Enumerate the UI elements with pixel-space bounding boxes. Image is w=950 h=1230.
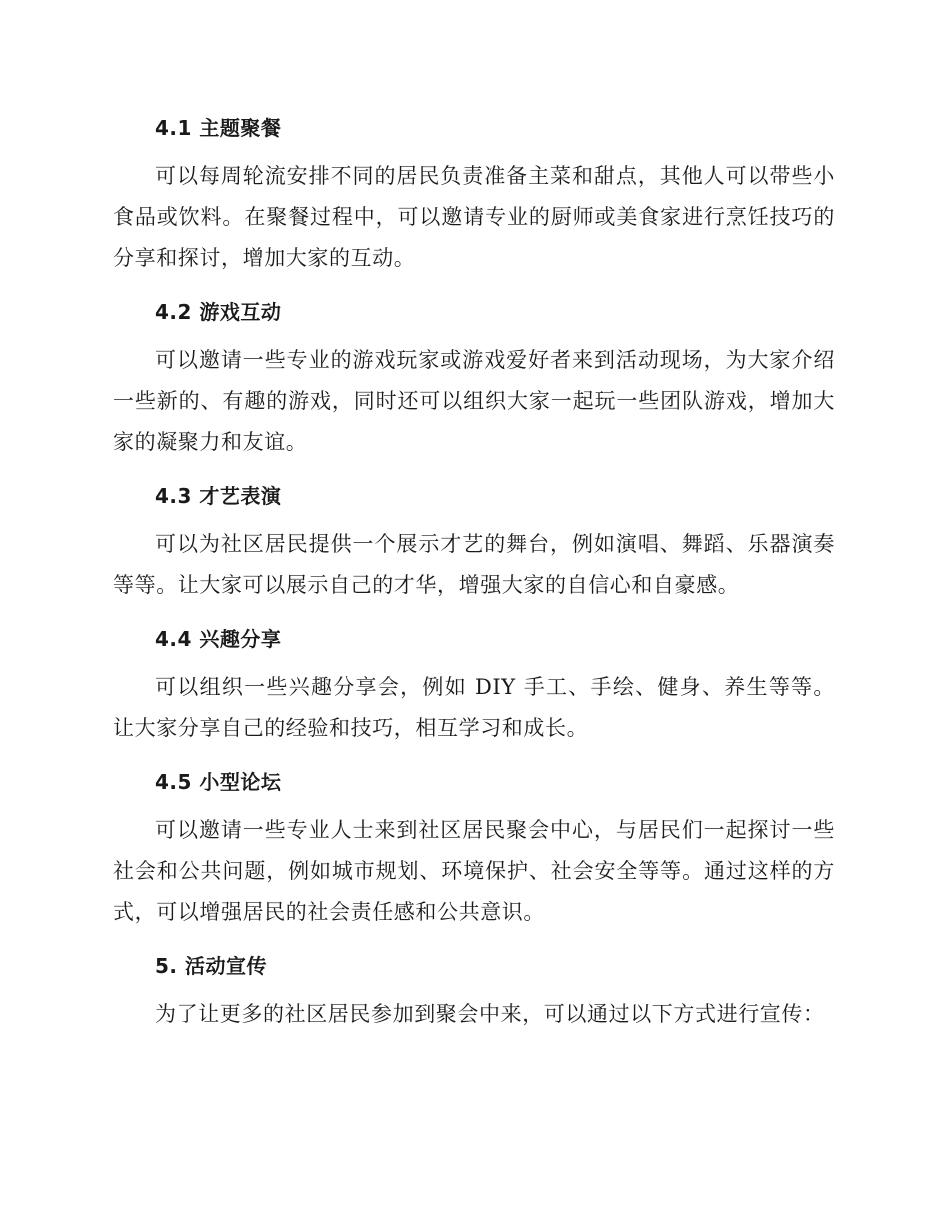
section-heading: 4.3 才艺表演 [155,484,282,508]
section-paragraph: 可以组织一些兴趣分享会，例如 DIY 手工、手绘、健身、养生等等。让大家分享自己的经验和技巧，相互学习和成长。 [113,675,835,740]
section-heading: 4.4 兴趣分享 [155,627,282,651]
section-4-5 [113,762,835,933]
section-paragraph: 为了让更多的社区居民参加到聚会中来，可以通过以下方式进行宣传： [155,1002,825,1026]
section-paragraph: 可以邀请一些专业人士来到社区居民聚会中心，与居民们一起探讨一些社会和公共问题，例如城市规划、环境保护、社会安全等等。通过这样的方式，可以增强居民的社会责任感和公共意识。 [113,818,835,924]
section-4-2 [113,292,835,463]
section-paragraph: 可以每周轮流安排不同的居民负责准备主菜和甜点，其他人可以带些小食品或饮料。在聚餐过程中，可以邀请专业的厨师或美食家进行烹饪技巧的分享和探讨，增加大家的互动。 [113,164,835,270]
section-heading: 4.2 游戏互动 [155,300,282,324]
section-5 [113,946,835,1035]
section-paragraph: 可以为社区居民提供一个展示才艺的舞台，例如演唱、舞蹈、乐器演奏等等。让大家可以展示自己的才华，增强大家的自信心和自豪感。 [113,532,835,597]
section-4-4 [113,619,835,749]
section-heading: 4.1 主题聚餐 [155,116,282,140]
section-paragraph: 可以邀请一些专业的游戏玩家或游戏爱好者来到活动现场，为大家介绍一些新的、有趣的游戏，同时还可以组织大家一起玩一些团队游戏，增加大家的凝聚力和友谊。 [113,348,835,454]
document-page [113,108,835,1048]
section-heading: 4.5 小型论坛 [155,770,282,794]
section-4-1 [113,108,835,279]
section-4-3 [113,476,835,606]
section-heading: 5. 活动宣传 [155,954,267,978]
